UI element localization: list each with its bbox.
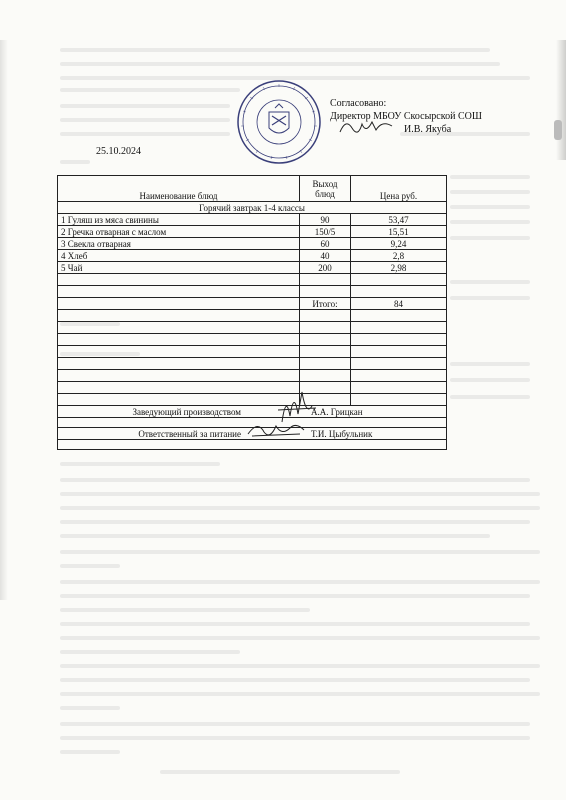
- dish-price: 9,24: [351, 238, 447, 250]
- scan-edge-shadow-right: [556, 40, 566, 160]
- dish-yield: 40: [300, 250, 351, 262]
- dish-name: 4 Хлеб: [58, 250, 300, 262]
- official-stamp-icon: [235, 78, 323, 166]
- empty-row: [58, 440, 447, 450]
- approval-director-name: И.В. Якуба: [404, 124, 452, 135]
- dish-yield: 90: [300, 214, 351, 226]
- dish-price: 2,8: [351, 250, 447, 262]
- director-signature-icon: [336, 114, 396, 136]
- dish-yield: 150/5: [300, 226, 351, 238]
- manager-signature-cell: [58, 406, 447, 418]
- empty-row: [58, 334, 447, 346]
- dish-name: 2 Гречка отварная с маслом: [58, 226, 300, 238]
- approval-position: Директор МБОУ Скосырской СОШ: [330, 111, 482, 122]
- total-value: 84: [351, 298, 447, 310]
- dish-yield: 60: [300, 238, 351, 250]
- binder-mark: [554, 120, 562, 140]
- menu-table: [57, 175, 447, 450]
- manager-name: А.А. Грицкан: [311, 406, 363, 417]
- dish-price: 15,51: [351, 226, 447, 238]
- responsible-signature-icon: [246, 418, 306, 440]
- empty-row: [58, 310, 447, 322]
- dish-price: 53,47: [351, 214, 447, 226]
- approval-agreed: Согласовано:: [330, 98, 387, 109]
- scan-edge-shadow: [0, 40, 8, 600]
- manager-label: Заведующий производством: [132, 406, 241, 417]
- section-row: [58, 202, 447, 214]
- dish-name: 3 Свекла отварная: [58, 238, 300, 250]
- manager-signature-row: [58, 406, 447, 418]
- dish-name: 1 Гуляш из мяса свинины: [58, 214, 300, 226]
- responsible-name: Т.И. Цыбульник: [311, 428, 373, 439]
- empty-row: [58, 286, 447, 298]
- table-row: [58, 238, 447, 250]
- table-row: [58, 226, 447, 238]
- empty-row: [58, 346, 447, 358]
- responsible-label: Ответственный за питание: [138, 428, 241, 439]
- empty-row: [58, 322, 447, 334]
- dish-price: 2,98: [351, 262, 447, 274]
- table-row: [58, 250, 447, 262]
- dish-name: 5 Чай: [58, 262, 300, 274]
- table-header-row: [58, 176, 447, 202]
- table-row: [58, 214, 447, 226]
- empty-row: [58, 370, 447, 382]
- total-label: Итого:: [300, 298, 351, 310]
- total-row: [58, 298, 447, 310]
- empty-row: [58, 358, 447, 370]
- menu-date: 25.10.2024: [96, 146, 141, 157]
- section-title: Горячий завтрак 1-4 классы: [58, 202, 447, 214]
- dish-yield: 200: [300, 262, 351, 274]
- empty-row: [58, 274, 447, 286]
- column-header-yield: Выход блюд: [300, 176, 351, 202]
- empty-row: [58, 394, 447, 406]
- column-header-price: Цена руб.: [351, 176, 447, 202]
- column-header-name: Наименование блюд: [58, 176, 300, 202]
- empty-row: [58, 382, 447, 394]
- table-row: [58, 262, 447, 274]
